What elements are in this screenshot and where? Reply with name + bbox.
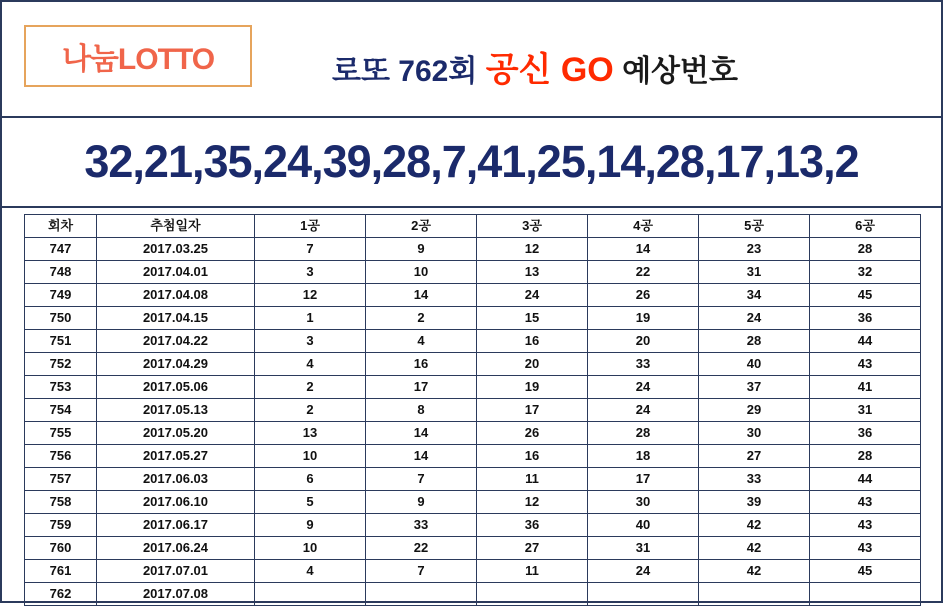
cell-date: 2017.07.08 bbox=[97, 583, 255, 606]
cell-ball-2: 14 bbox=[366, 422, 477, 445]
cell-ball-3: 16 bbox=[477, 445, 588, 468]
cell-date: 2017.06.10 bbox=[97, 491, 255, 514]
cell-ball-4: 22 bbox=[588, 261, 699, 284]
table-row bbox=[25, 422, 921, 445]
page-title-suffix: 예상번호 bbox=[622, 55, 738, 88]
cell-ball-3: 16 bbox=[477, 330, 588, 353]
cell-round: 755 bbox=[25, 422, 97, 445]
cell-round: 749 bbox=[25, 284, 97, 307]
cell-ball-1: 6 bbox=[255, 468, 366, 491]
cell-round: 759 bbox=[25, 514, 97, 537]
cell-date: 2017.06.03 bbox=[97, 468, 255, 491]
cell-ball-3: 19 bbox=[477, 376, 588, 399]
cell-ball-1: 2 bbox=[255, 399, 366, 422]
cell-ball-3 bbox=[477, 583, 588, 606]
cell-ball-5: 23 bbox=[699, 238, 810, 261]
cell-ball-3: 27 bbox=[477, 537, 588, 560]
table-row bbox=[25, 376, 921, 399]
cell-ball-4: 40 bbox=[588, 514, 699, 537]
cell-ball-4 bbox=[588, 583, 699, 606]
cell-date: 2017.04.15 bbox=[97, 307, 255, 330]
cell-ball-6: 45 bbox=[810, 560, 921, 583]
cell-ball-4: 28 bbox=[588, 422, 699, 445]
cell-ball-1: 3 bbox=[255, 330, 366, 353]
cell-ball-5: 29 bbox=[699, 399, 810, 422]
prediction-numbers: 32,21,35,24,39,28,7,41,25,14,28,17,13,2 bbox=[84, 136, 859, 187]
cell-date: 2017.04.29 bbox=[97, 353, 255, 376]
cell-date: 2017.04.08 bbox=[97, 284, 255, 307]
cell-date: 2017.06.17 bbox=[97, 514, 255, 537]
table-row bbox=[25, 583, 921, 606]
cell-ball-2: 9 bbox=[366, 238, 477, 261]
cell-ball-1 bbox=[255, 583, 366, 606]
cell-ball-5: 24 bbox=[699, 307, 810, 330]
cell-ball-3: 24 bbox=[477, 284, 588, 307]
cell-ball-3: 20 bbox=[477, 353, 588, 376]
cell-ball-1: 2 bbox=[255, 376, 366, 399]
cell-ball-6: 43 bbox=[810, 537, 921, 560]
column-header-1: 추첨일자 bbox=[97, 215, 255, 238]
cell-ball-6: 43 bbox=[810, 353, 921, 376]
page-title bbox=[332, 42, 738, 91]
cell-ball-6: 28 bbox=[810, 238, 921, 261]
column-header-0: 회차 bbox=[25, 215, 97, 238]
table-row bbox=[25, 284, 921, 307]
cell-ball-3: 17 bbox=[477, 399, 588, 422]
table-row bbox=[25, 330, 921, 353]
cell-ball-6: 43 bbox=[810, 514, 921, 537]
cell-ball-6: 43 bbox=[810, 491, 921, 514]
brand-logo-text bbox=[62, 34, 214, 78]
cell-ball-2: 10 bbox=[366, 261, 477, 284]
cell-round: 757 bbox=[25, 468, 97, 491]
cell-ball-5 bbox=[699, 583, 810, 606]
cell-ball-2: 8 bbox=[366, 399, 477, 422]
column-header-4: 3공 bbox=[477, 215, 588, 238]
cell-ball-3: 12 bbox=[477, 491, 588, 514]
cell-ball-6: 31 bbox=[810, 399, 921, 422]
cell-ball-3: 11 bbox=[477, 560, 588, 583]
cell-round: 747 bbox=[25, 238, 97, 261]
cell-ball-4: 20 bbox=[588, 330, 699, 353]
table-row bbox=[25, 491, 921, 514]
table-row bbox=[25, 537, 921, 560]
cell-ball-1: 4 bbox=[255, 560, 366, 583]
cell-ball-4: 30 bbox=[588, 491, 699, 514]
table-row bbox=[25, 399, 921, 422]
cell-ball-1: 12 bbox=[255, 284, 366, 307]
results-table-body bbox=[25, 238, 921, 606]
cell-ball-5: 42 bbox=[699, 514, 810, 537]
cell-ball-6: 45 bbox=[810, 284, 921, 307]
cell-ball-3: 13 bbox=[477, 261, 588, 284]
table-row bbox=[25, 238, 921, 261]
cell-round: 760 bbox=[25, 537, 97, 560]
cell-round: 762 bbox=[25, 583, 97, 606]
table-row bbox=[25, 307, 921, 330]
cell-round: 756 bbox=[25, 445, 97, 468]
cell-date: 2017.03.25 bbox=[97, 238, 255, 261]
cell-round: 761 bbox=[25, 560, 97, 583]
table-row bbox=[25, 514, 921, 537]
cell-ball-2: 16 bbox=[366, 353, 477, 376]
cell-ball-4: 14 bbox=[588, 238, 699, 261]
cell-ball-3: 11 bbox=[477, 468, 588, 491]
column-header-5: 4공 bbox=[588, 215, 699, 238]
cell-ball-6: 32 bbox=[810, 261, 921, 284]
cell-ball-5: 30 bbox=[699, 422, 810, 445]
cell-ball-2: 9 bbox=[366, 491, 477, 514]
cell-date: 2017.05.27 bbox=[97, 445, 255, 468]
results-table-head bbox=[25, 215, 921, 238]
cell-ball-5: 42 bbox=[699, 537, 810, 560]
cell-ball-1: 7 bbox=[255, 238, 366, 261]
cell-date: 2017.04.22 bbox=[97, 330, 255, 353]
cell-round: 752 bbox=[25, 353, 97, 376]
cell-round: 753 bbox=[25, 376, 97, 399]
cell-round: 758 bbox=[25, 491, 97, 514]
cell-ball-5: 33 bbox=[699, 468, 810, 491]
cell-ball-2: 33 bbox=[366, 514, 477, 537]
table-row bbox=[25, 560, 921, 583]
cell-ball-1: 5 bbox=[255, 491, 366, 514]
cell-ball-1: 3 bbox=[255, 261, 366, 284]
cell-ball-5: 40 bbox=[699, 353, 810, 376]
results-table bbox=[24, 214, 921, 606]
cell-ball-6: 41 bbox=[810, 376, 921, 399]
cell-round: 748 bbox=[25, 261, 97, 284]
cell-ball-2: 14 bbox=[366, 284, 477, 307]
cell-ball-1: 10 bbox=[255, 537, 366, 560]
cell-ball-4: 33 bbox=[588, 353, 699, 376]
cell-ball-4: 24 bbox=[588, 399, 699, 422]
cell-ball-3: 36 bbox=[477, 514, 588, 537]
cell-ball-5: 39 bbox=[699, 491, 810, 514]
table-row bbox=[25, 445, 921, 468]
cell-ball-2: 2 bbox=[366, 307, 477, 330]
cell-ball-5: 31 bbox=[699, 261, 810, 284]
brand-logo bbox=[24, 25, 252, 87]
cell-ball-2: 14 bbox=[366, 445, 477, 468]
cell-ball-2: 4 bbox=[366, 330, 477, 353]
cell-ball-1: 4 bbox=[255, 353, 366, 376]
cell-ball-3: 26 bbox=[477, 422, 588, 445]
cell-ball-2 bbox=[366, 583, 477, 606]
column-header-7: 6공 bbox=[810, 215, 921, 238]
cell-date: 2017.05.06 bbox=[97, 376, 255, 399]
cell-ball-5: 37 bbox=[699, 376, 810, 399]
cell-round: 750 bbox=[25, 307, 97, 330]
results-table-wrap bbox=[2, 208, 941, 606]
column-header-3: 2공 bbox=[366, 215, 477, 238]
cell-ball-3: 15 bbox=[477, 307, 588, 330]
cell-ball-2: 17 bbox=[366, 376, 477, 399]
cell-ball-1: 10 bbox=[255, 445, 366, 468]
cell-date: 2017.05.20 bbox=[97, 422, 255, 445]
page-title-highlight: 공신 GO bbox=[485, 51, 614, 89]
table-row bbox=[25, 468, 921, 491]
cell-date: 2017.07.01 bbox=[97, 560, 255, 583]
page-header bbox=[2, 2, 941, 118]
cell-ball-3: 12 bbox=[477, 238, 588, 261]
cell-ball-1: 1 bbox=[255, 307, 366, 330]
cell-ball-6: 44 bbox=[810, 330, 921, 353]
cell-ball-6: 36 bbox=[810, 422, 921, 445]
column-header-2: 1공 bbox=[255, 215, 366, 238]
column-header-6: 5공 bbox=[699, 215, 810, 238]
cell-ball-1: 9 bbox=[255, 514, 366, 537]
cell-ball-2: 22 bbox=[366, 537, 477, 560]
cell-ball-6 bbox=[810, 583, 921, 606]
cell-date: 2017.04.01 bbox=[97, 261, 255, 284]
cell-ball-4: 26 bbox=[588, 284, 699, 307]
table-header-row bbox=[25, 215, 921, 238]
cell-ball-2: 7 bbox=[366, 560, 477, 583]
cell-ball-5: 34 bbox=[699, 284, 810, 307]
cell-ball-4: 31 bbox=[588, 537, 699, 560]
table-row bbox=[25, 261, 921, 284]
cell-date: 2017.06.24 bbox=[97, 537, 255, 560]
cell-ball-5: 28 bbox=[699, 330, 810, 353]
table-row bbox=[25, 353, 921, 376]
cell-ball-4: 19 bbox=[588, 307, 699, 330]
cell-ball-4: 24 bbox=[588, 376, 699, 399]
prediction-band bbox=[2, 118, 941, 208]
cell-ball-6: 44 bbox=[810, 468, 921, 491]
cell-ball-5: 27 bbox=[699, 445, 810, 468]
cell-ball-2: 7 bbox=[366, 468, 477, 491]
cell-ball-4: 24 bbox=[588, 560, 699, 583]
cell-ball-5: 42 bbox=[699, 560, 810, 583]
brand-logo-english: LOTTO bbox=[117, 43, 215, 76]
cell-date: 2017.05.13 bbox=[97, 399, 255, 422]
cell-round: 754 bbox=[25, 399, 97, 422]
cell-ball-6: 28 bbox=[810, 445, 921, 468]
cell-ball-1: 13 bbox=[255, 422, 366, 445]
cell-round: 751 bbox=[25, 330, 97, 353]
page-title-prefix: 로또 762회 bbox=[332, 55, 478, 88]
brand-logo-korean: 나눔 bbox=[61, 43, 118, 76]
cell-ball-4: 17 bbox=[588, 468, 699, 491]
cell-ball-6: 36 bbox=[810, 307, 921, 330]
cell-ball-4: 18 bbox=[588, 445, 699, 468]
